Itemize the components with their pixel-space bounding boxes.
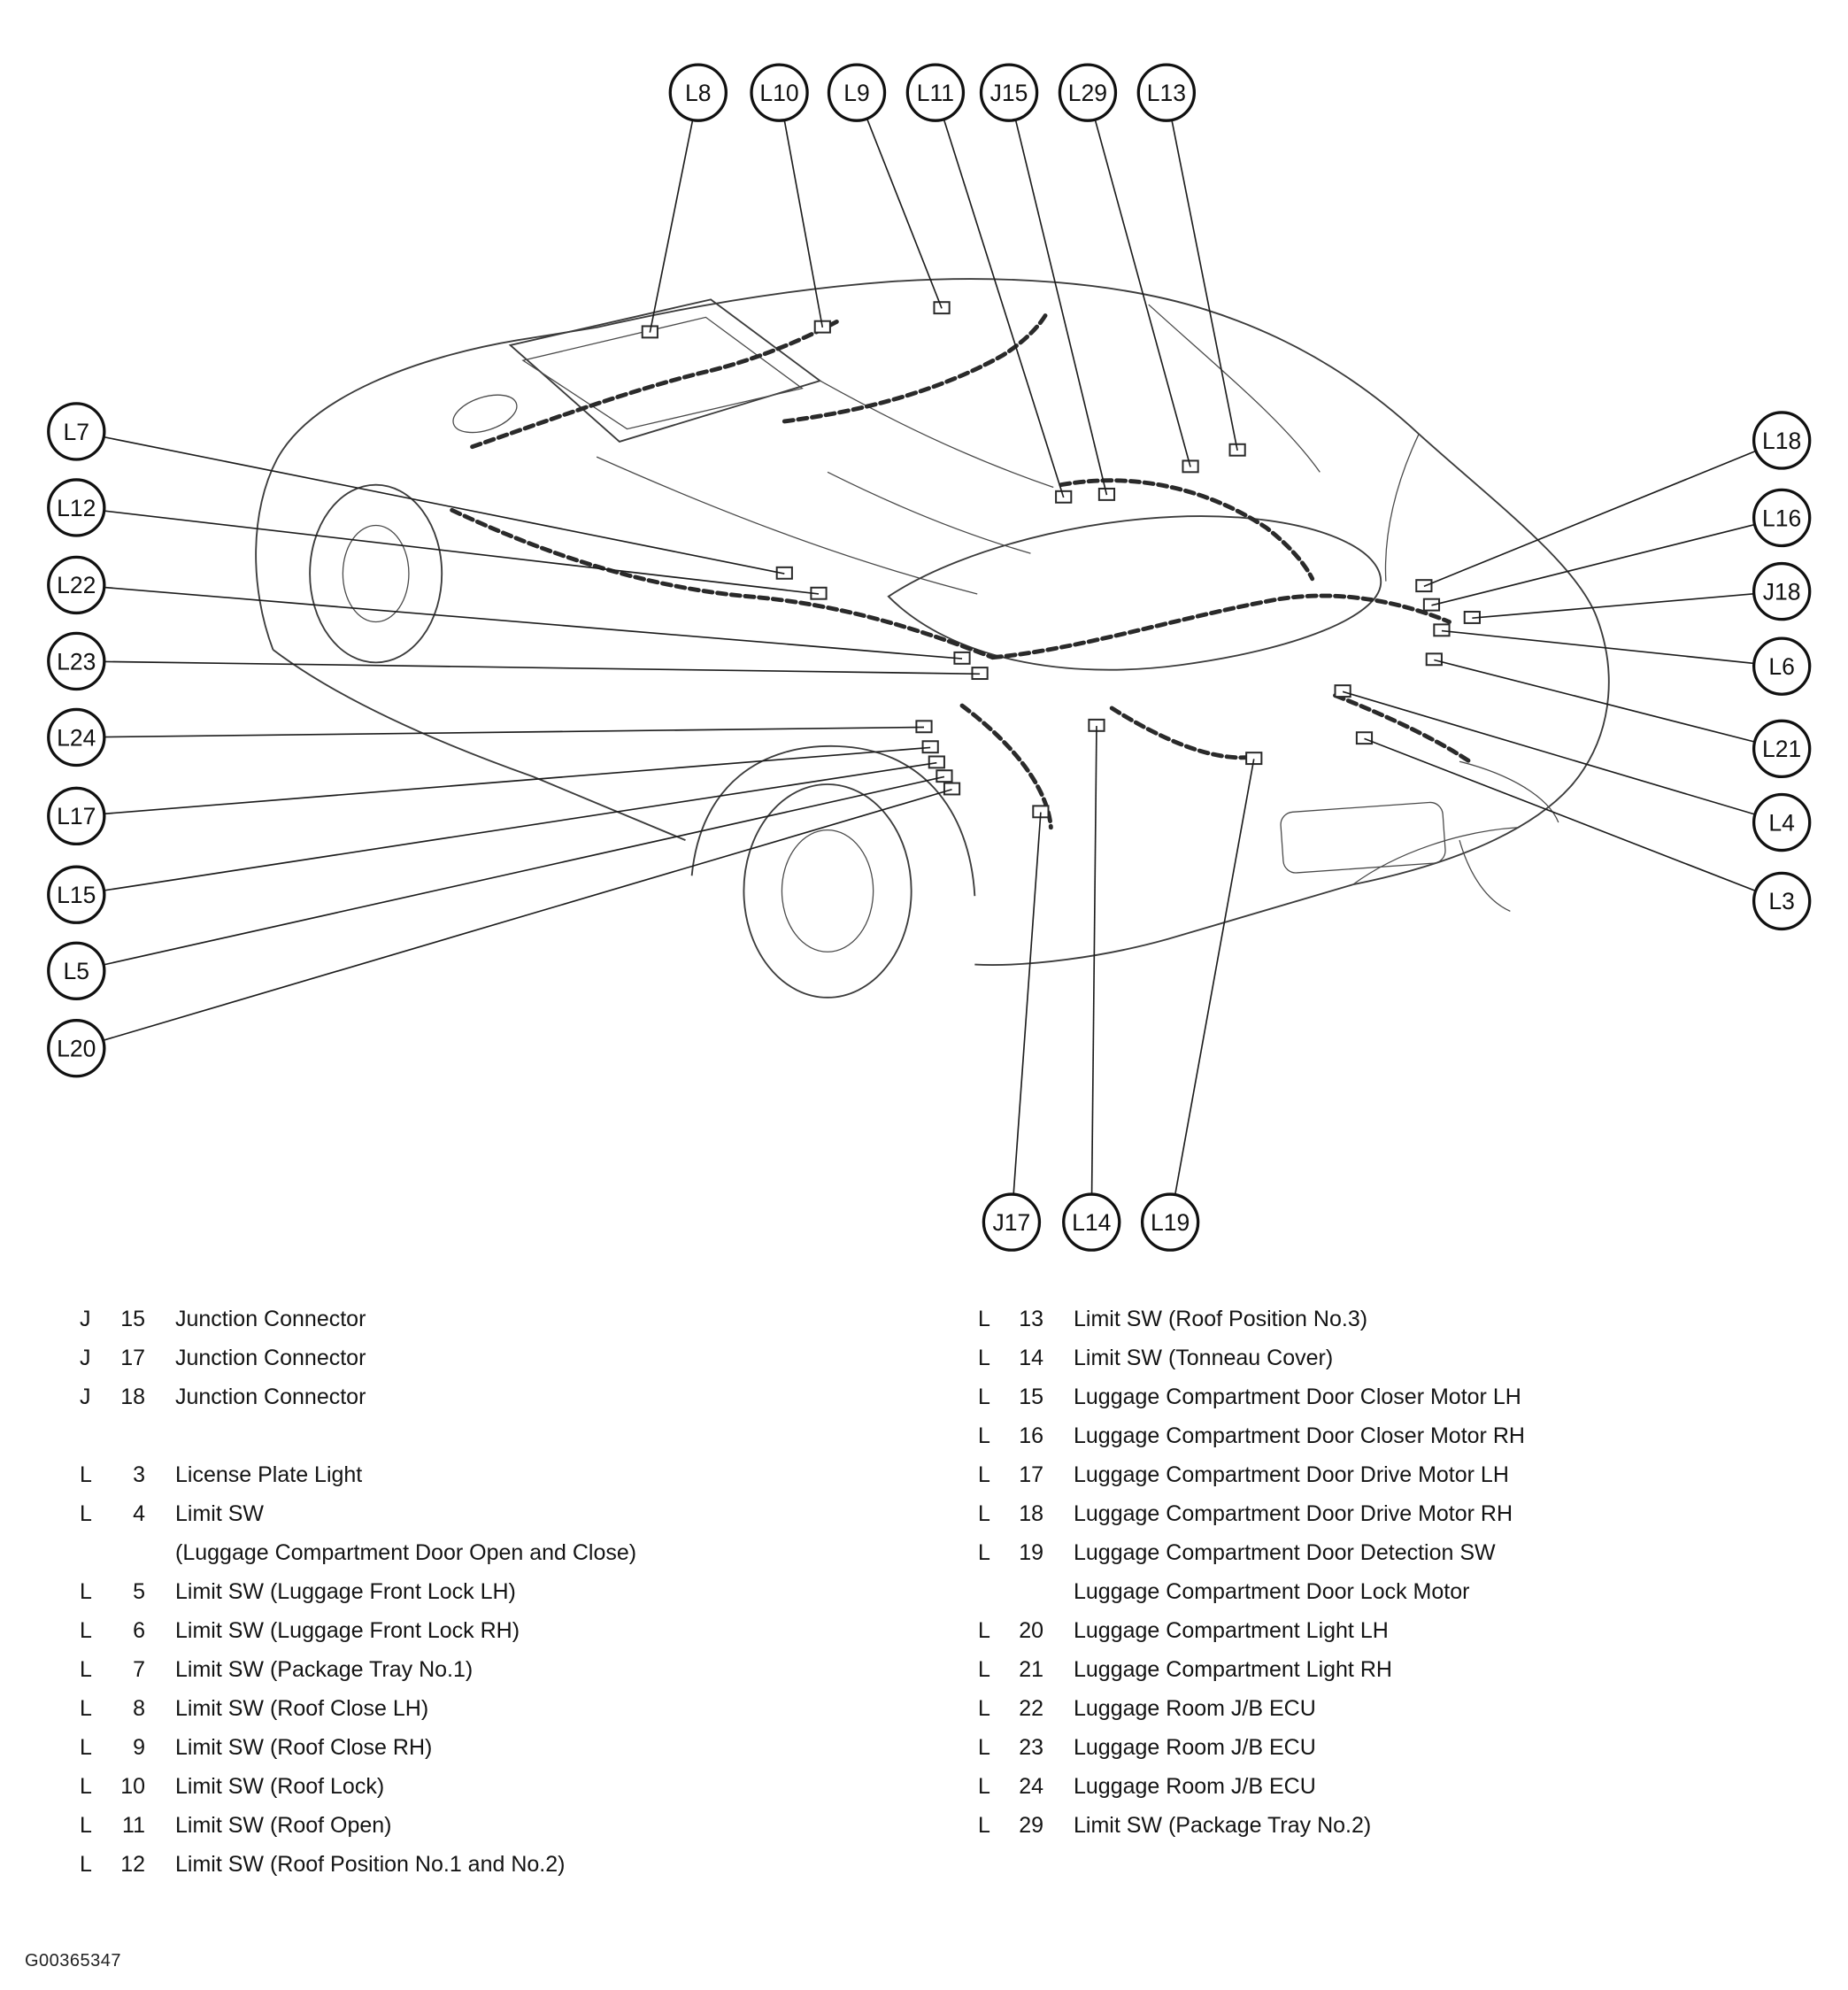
svg-text:L14: L14 <box>1072 1208 1112 1236</box>
legend-code: L 16 <box>978 1423 1043 1448</box>
callout-L6 <box>1754 638 1810 694</box>
legend-code: L 11 <box>80 1813 145 1838</box>
legend-description: Junction Connector <box>175 1307 366 1331</box>
svg-text:L22: L22 <box>57 572 96 599</box>
legend-description: Luggage Compartment Door Closer Motor RH <box>1074 1423 1525 1448</box>
legend-code: L 20 <box>978 1618 1043 1643</box>
svg-text:J17: J17 <box>992 1208 1031 1236</box>
callout-L17 <box>49 788 104 844</box>
callout-L14 <box>1064 1194 1120 1250</box>
legend-row <box>978 1377 1810 1416</box>
callout-L15 <box>49 867 104 922</box>
legend-description: Limit SW (Roof Position No.1 and No.2) <box>175 1852 566 1877</box>
svg-text:L18: L18 <box>1762 427 1802 454</box>
legend-row <box>978 1416 1810 1455</box>
svg-text:L20: L20 <box>57 1035 96 1062</box>
legend-code: L 29 <box>978 1813 1043 1838</box>
legend-code: L 6 <box>80 1618 145 1643</box>
svg-text:L4: L4 <box>1768 809 1795 837</box>
leader-line-L22 <box>76 585 962 659</box>
legend-description: Junction Connector <box>175 1385 366 1409</box>
legend-description: Limit SW (Roof Close LH) <box>175 1696 429 1721</box>
legend-description: Luggage Compartment Door Lock Motor <box>1074 1579 1470 1604</box>
legend-description: Limit SW (Package Tray No.1) <box>175 1657 474 1682</box>
legend-code: L 21 <box>978 1657 1043 1682</box>
callout-L16 <box>1754 490 1810 545</box>
legend-row <box>80 1494 929 1533</box>
callout-L7 <box>49 404 104 459</box>
legend-description: Limit SW (Tonneau Cover) <box>1074 1346 1334 1370</box>
legend-row <box>978 1494 1810 1533</box>
legend-row-continuation <box>978 1572 1810 1611</box>
svg-text:L13: L13 <box>1146 79 1186 106</box>
callout-L23 <box>49 633 104 689</box>
svg-text:L10: L10 <box>759 79 799 106</box>
leader-line-L3 <box>1364 738 1782 901</box>
legend-row <box>978 1338 1810 1377</box>
leader-line-L29 <box>1088 93 1190 467</box>
leader-line-L8 <box>650 93 697 333</box>
legend-row <box>978 1455 1810 1494</box>
svg-text:L9: L9 <box>843 79 870 106</box>
legend-description: Limit SW (Roof Position No.3) <box>1074 1307 1368 1331</box>
legend-code: L 10 <box>80 1774 145 1799</box>
legend-row <box>978 1300 1810 1338</box>
legend-row <box>80 1728 929 1767</box>
callout-L24 <box>49 709 104 765</box>
legend-description: (Luggage Compartment Door Open and Close) <box>175 1540 637 1565</box>
legend-row <box>80 1689 929 1728</box>
callout-L21 <box>1754 721 1810 776</box>
legend-row <box>80 1767 929 1806</box>
legend-row <box>978 1650 1810 1689</box>
callout-J18 <box>1754 564 1810 620</box>
callout-L5 <box>49 943 104 999</box>
leader-line-L12 <box>76 507 819 593</box>
legend-code: J 18 <box>80 1385 145 1409</box>
svg-text:L8: L8 <box>685 79 712 106</box>
legend-spacer <box>80 1416 929 1455</box>
legend-code: L 13 <box>978 1307 1043 1331</box>
svg-text:L6: L6 <box>1768 652 1795 680</box>
leader-line-L11 <box>936 93 1064 498</box>
legend-row <box>80 1611 929 1650</box>
leader-line-L17 <box>76 747 930 815</box>
legend-description: Limit SW (Package Tray No.2) <box>1074 1813 1372 1838</box>
connector-blocks-art <box>643 302 1480 817</box>
legend-code: L 23 <box>978 1735 1043 1760</box>
legend-row <box>978 1806 1810 1845</box>
svg-text:L11: L11 <box>916 79 955 106</box>
legend-description: Limit SW (Luggage Front Lock RH) <box>175 1618 520 1643</box>
legend-row <box>80 1650 929 1689</box>
callout-J17 <box>983 1194 1039 1250</box>
svg-text:J18: J18 <box>1762 578 1801 605</box>
legend-code: L 4 <box>80 1501 145 1526</box>
legend-row <box>80 1455 929 1494</box>
leader-line-L18 <box>1424 440 1782 586</box>
leader-line-J17 <box>1012 813 1041 1223</box>
figure-code: G00365347 <box>25 1951 122 1971</box>
callout-L9 <box>828 65 884 120</box>
legend-row <box>80 1572 929 1611</box>
leader-line-L13 <box>1167 93 1237 451</box>
legend-code: J 15 <box>80 1307 145 1331</box>
leader-line-L24 <box>76 727 924 737</box>
legend-description: Limit SW (Roof Open) <box>175 1813 392 1838</box>
legend-description: Luggage Compartment Door Closer Motor LH <box>1074 1385 1521 1409</box>
legend-row <box>978 1533 1810 1572</box>
callout-L12 <box>49 480 104 536</box>
legend-code: L 17 <box>978 1462 1043 1487</box>
legend-row <box>978 1728 1810 1767</box>
legend-code: L 8 <box>80 1696 145 1721</box>
leader-line-J15 <box>1009 93 1106 495</box>
svg-text:L17: L17 <box>57 803 96 830</box>
leader-lines <box>76 93 1782 1223</box>
callout-L13 <box>1138 65 1194 120</box>
legend-description: Luggage Compartment Door Drive Motor LH <box>1074 1462 1509 1487</box>
svg-text:L23: L23 <box>57 648 96 675</box>
callout-L10 <box>751 65 807 120</box>
legend-description: License Plate Light <box>175 1462 363 1487</box>
svg-text:L3: L3 <box>1768 888 1795 915</box>
legend-code: L 5 <box>80 1579 145 1604</box>
leader-line-J18 <box>1472 591 1782 618</box>
legend-description: Limit SW (Roof Close RH) <box>175 1735 433 1760</box>
legend-row <box>80 1338 929 1377</box>
svg-text:L24: L24 <box>57 724 96 752</box>
leader-line-L6 <box>1442 631 1782 667</box>
callout-L20 <box>49 1021 104 1076</box>
svg-text:L19: L19 <box>1151 1208 1190 1236</box>
legend-row <box>80 1377 929 1416</box>
legend-description: Luggage Compartment Door Drive Motor RH <box>1074 1501 1513 1526</box>
svg-text:L7: L7 <box>63 418 90 445</box>
legend-column-left <box>80 1300 929 1884</box>
legend-code: L 7 <box>80 1657 145 1682</box>
legend-row <box>978 1689 1810 1728</box>
legend-code: L 15 <box>978 1385 1043 1409</box>
legend-code: L 9 <box>80 1735 145 1760</box>
legend-code: L 24 <box>978 1774 1043 1799</box>
svg-text:L5: L5 <box>63 958 90 985</box>
legend-code: L 22 <box>978 1696 1043 1721</box>
svg-text:L21: L21 <box>1762 736 1802 763</box>
callout-L18 <box>1754 413 1810 468</box>
leader-line-L4 <box>1343 691 1782 822</box>
callout-L4 <box>1754 794 1810 850</box>
legend-code: L 14 <box>978 1346 1043 1370</box>
legend-code: L 18 <box>978 1501 1043 1526</box>
svg-text:L12: L12 <box>57 494 96 521</box>
callout-J15 <box>982 65 1037 120</box>
legend-description: Luggage Compartment Door Detection SW <box>1074 1540 1496 1565</box>
svg-text:L15: L15 <box>57 882 96 909</box>
legend-description: Luggage Compartment Light LH <box>1074 1618 1389 1643</box>
legend-description: Limit SW <box>175 1501 264 1526</box>
legend-description: Luggage Room J/B ECU <box>1074 1696 1316 1721</box>
leader-line-L7 <box>76 431 784 574</box>
legend-row <box>80 1806 929 1845</box>
legend-column-right <box>978 1300 1810 1845</box>
callout-L29 <box>1059 65 1115 120</box>
leader-line-L9 <box>857 93 942 309</box>
legend-row <box>978 1611 1810 1650</box>
callout-L3 <box>1754 873 1810 929</box>
legend-description: Limit SW (Roof Lock) <box>175 1774 385 1799</box>
legend-code: J 17 <box>80 1346 145 1370</box>
legend-row-continuation <box>80 1533 929 1572</box>
legend-description: Luggage Compartment Light RH <box>1074 1657 1392 1682</box>
leader-line-L14 <box>1091 726 1097 1223</box>
legend-description: Junction Connector <box>175 1346 366 1370</box>
svg-text:L16: L16 <box>1762 505 1802 532</box>
wiring-harness-art <box>452 315 1470 828</box>
callout-L8 <box>670 65 726 120</box>
leader-line-L19 <box>1170 759 1254 1222</box>
legend-row <box>80 1300 929 1338</box>
svg-text:J15: J15 <box>989 79 1028 106</box>
leader-line-L23 <box>76 661 980 674</box>
legend-description: Limit SW (Luggage Front Lock LH) <box>175 1579 516 1604</box>
legend-row <box>978 1767 1810 1806</box>
callout-circles <box>49 65 1810 1250</box>
callout-L19 <box>1143 1194 1198 1250</box>
legend-code: L 3 <box>80 1462 145 1487</box>
legend-description: Luggage Room J/B ECU <box>1074 1735 1316 1760</box>
legend-code: L 12 <box>80 1852 145 1877</box>
callout-L22 <box>49 557 104 613</box>
callout-L11 <box>907 65 963 120</box>
svg-text:L29: L29 <box>1067 79 1108 106</box>
legend-code: L 19 <box>978 1540 1043 1565</box>
legend-row <box>80 1845 929 1884</box>
legend-description: Luggage Room J/B ECU <box>1074 1774 1316 1799</box>
